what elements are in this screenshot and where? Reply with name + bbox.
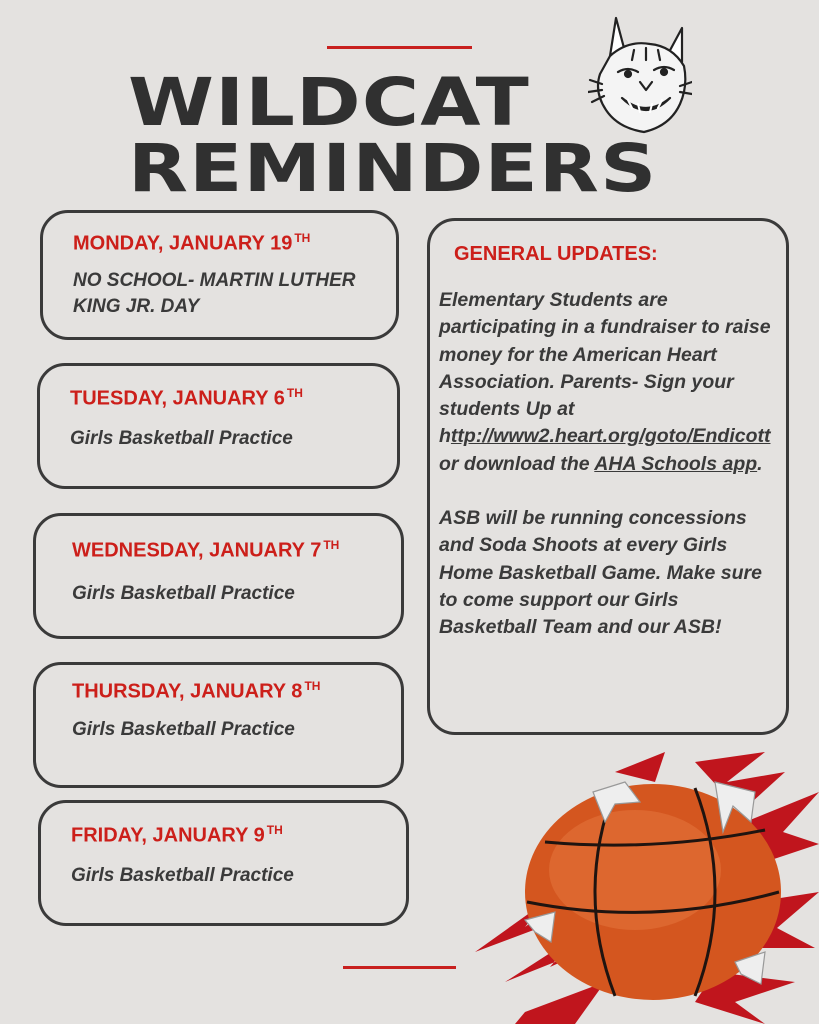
day-description: Girls Basketball Practice [72,719,295,740]
updates-body [439,287,781,669]
day-description: NO SCHOOL- MARTIN LUTHER KING JR. DAY [73,270,356,317]
title-line-1: WILDCAT [128,64,530,141]
updates-paragraph-asb: ASB will be running concessions and Soda Shoots at every Girls Home Basketball Game. Make sure to come support our Girls Basketball Team and our ASB! [439,507,762,639]
aha-schools-app-link[interactable]: AHA Schools app [594,452,758,475]
day-card-thursday [33,662,404,788]
updates-paragraph-fundraiser: Elementary Students are participating in a fundraiser to raise money for the American Heart Association. Parents- Sign your students Up at http://www2.heart.org/goto/Endicott or download the AHA Schools app. [439,289,771,475]
top-divider [327,46,472,49]
day-heading: FRIDAY, JANUARY 9 $^{TH}$ [71,823,283,847]
day-heading: TUESDAY, JANUARY 6 $^{TH}$ [70,386,303,410]
heart-org-link[interactable]: ttp://www2.heart.org/goto/Endicott [450,425,771,448]
bottom-divider [343,966,456,969]
day-card-monday [40,210,399,340]
day-heading: THURSDAY, JANUARY 8 $^{TH}$ [72,679,321,703]
basketball-tear-icon [465,752,819,1024]
day-card-friday [38,800,409,926]
day-card-wednesday [33,513,404,639]
day-description: Girls Basketball Practice [71,865,294,886]
general-updates-panel [427,218,789,735]
title-line-2: REMINDERS [128,130,658,207]
day-description: Girls Basketball Practice [72,583,295,604]
day-heading: WEDNESDAY, JANUARY 7 $^{TH}$ [72,538,340,562]
day-heading: MONDAY, JANUARY 19 $^{TH}$ [73,231,311,255]
day-card-tuesday [37,363,400,489]
wildcat-head-icon [588,14,692,136]
day-description: Girls Basketball Practice [70,428,293,449]
updates-heading: GENERAL UPDATES: [454,243,658,265]
